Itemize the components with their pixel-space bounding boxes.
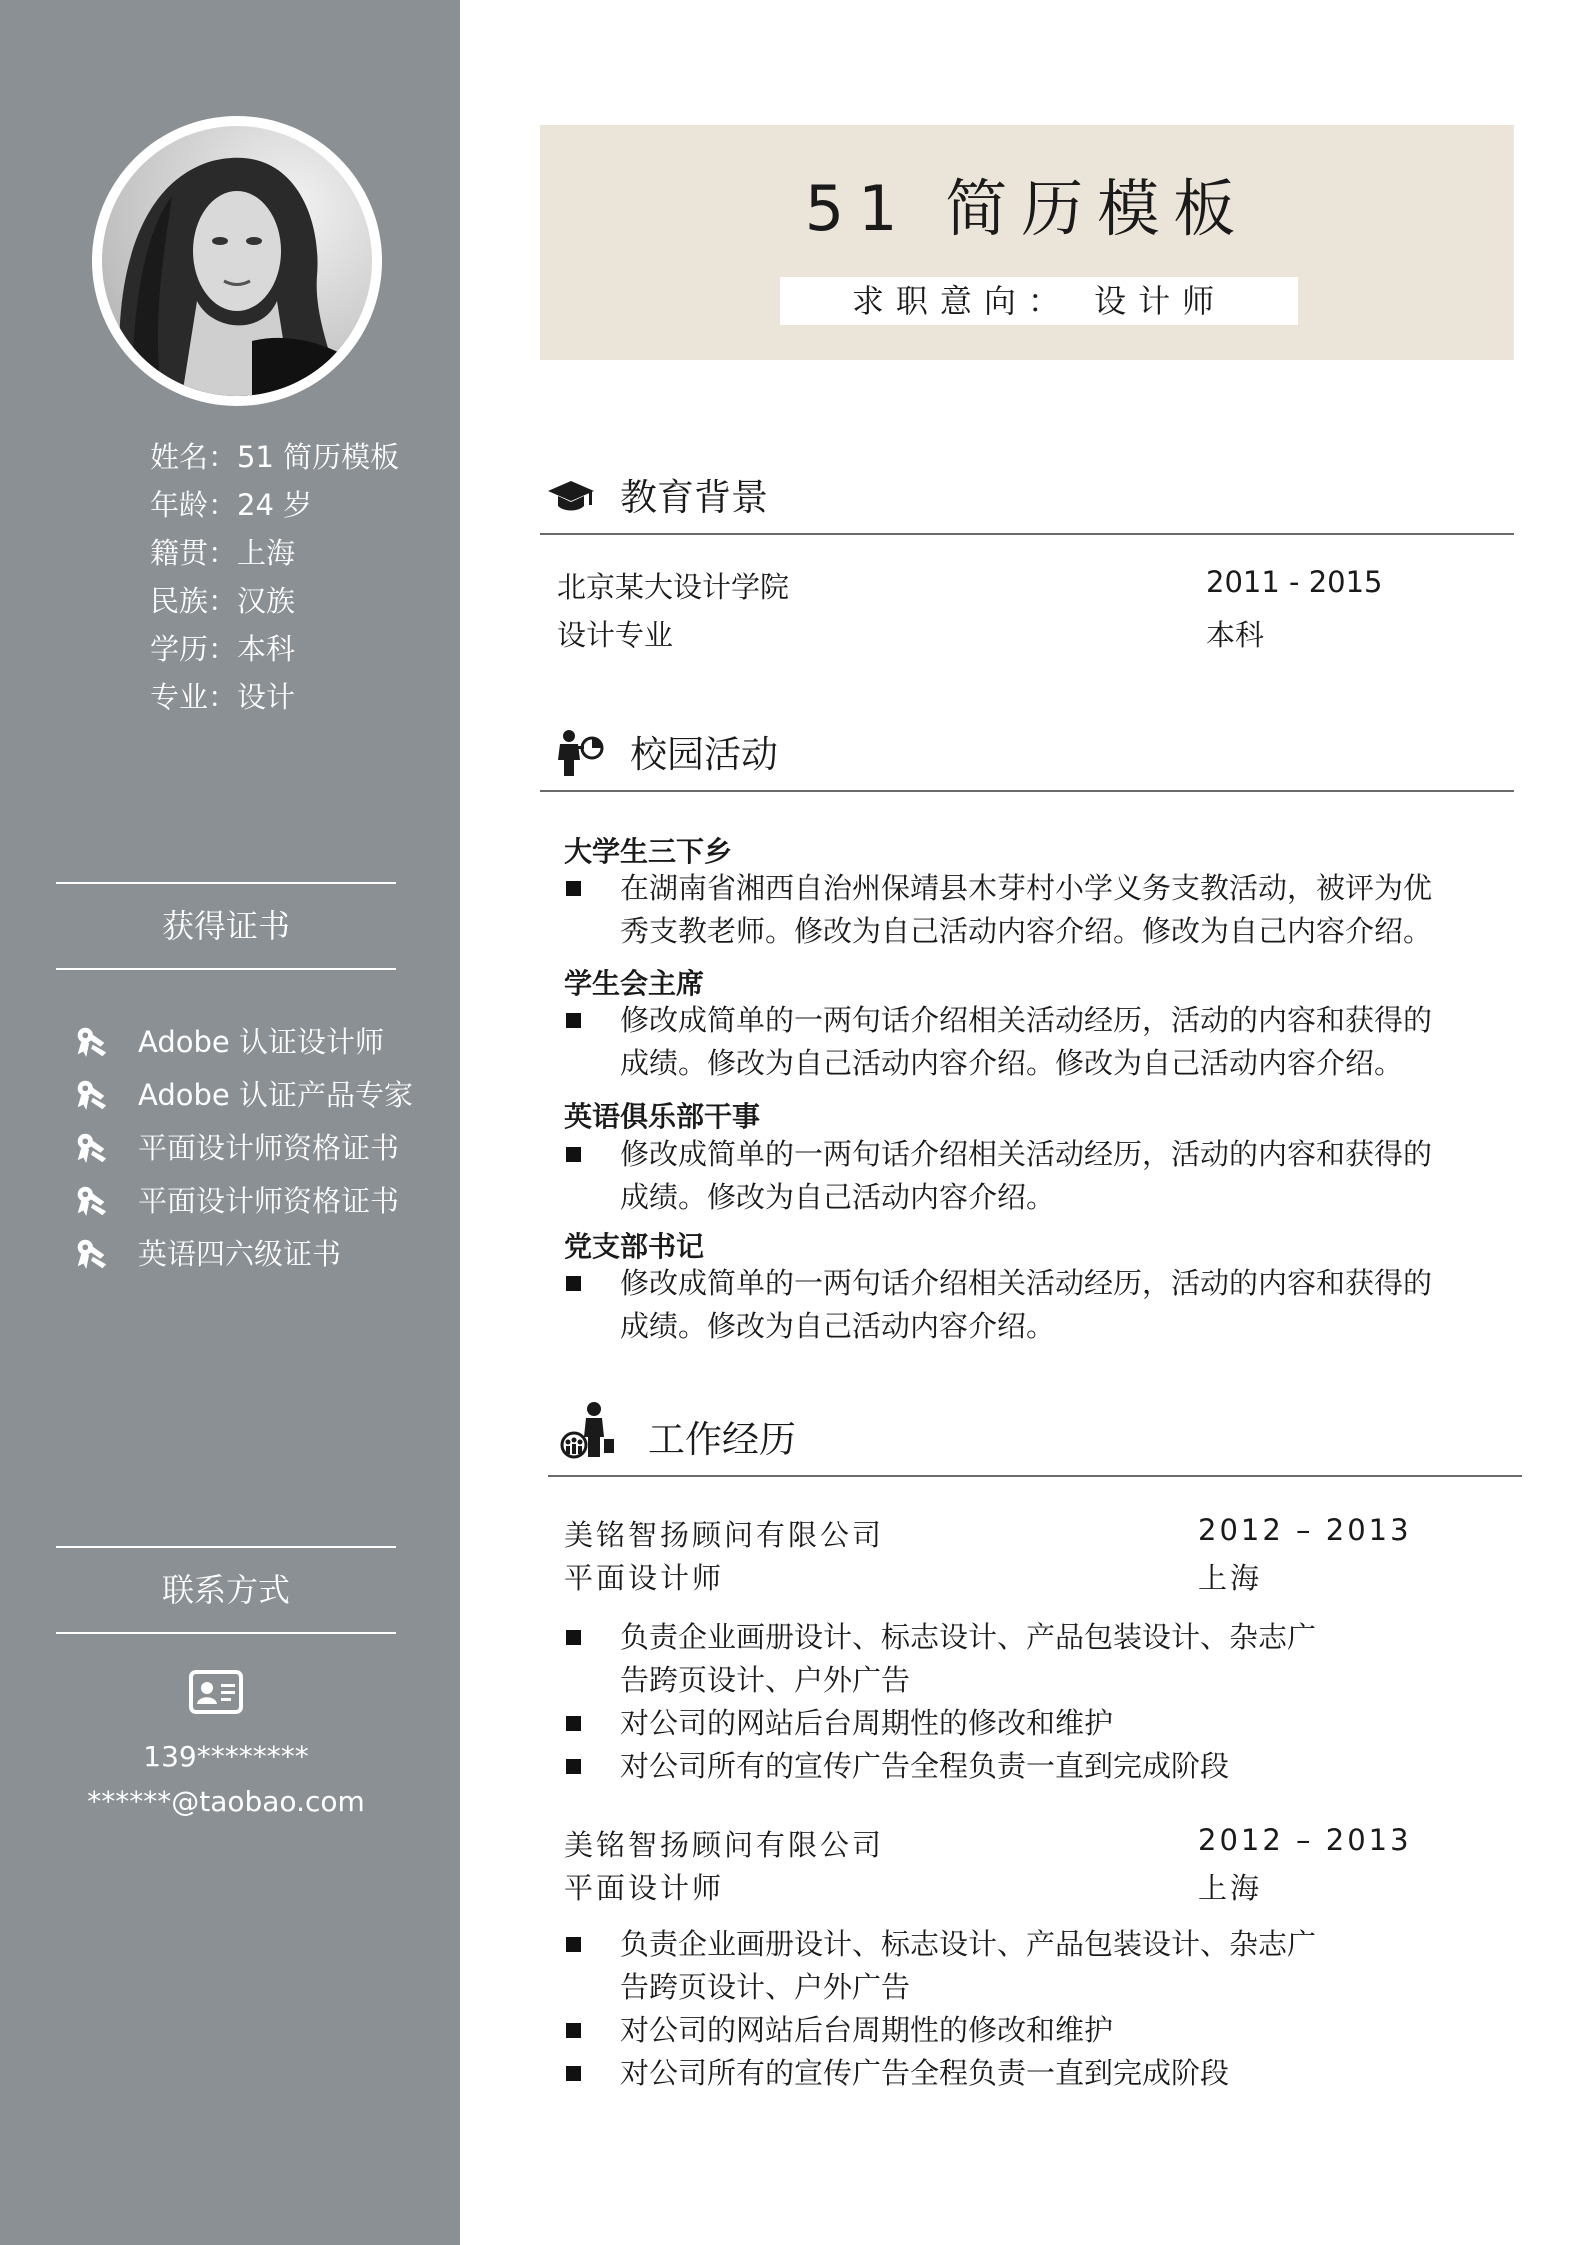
job-duty: 对公司所有的宣传广告全程负责一直到完成阶段 bbox=[620, 2056, 1230, 2090]
info-hometown: 籍贯：上海 bbox=[150, 536, 296, 570]
job-duty: 对公司的网站后台周期性的修改和维护 bbox=[620, 1706, 1114, 1740]
activity-description: 成绩。修改为自己活动内容介绍。修改为自己活动内容介绍。 bbox=[620, 1046, 1404, 1080]
school-name: 北京某大设计学院 bbox=[557, 570, 790, 604]
activity-description: 修改成简单的一两句话介绍相关活动经历，活动的内容和获得的 bbox=[620, 1003, 1433, 1037]
list-item: 英语四六级证书 bbox=[72, 1226, 413, 1279]
activity-description: 成绩。修改为自己活动内容介绍。 bbox=[620, 1309, 1056, 1343]
company-name: 美铭智扬顾问有限公司 bbox=[564, 1518, 885, 1552]
bullet-marker bbox=[566, 2023, 581, 2038]
info-age: 年龄：24 岁 bbox=[150, 488, 313, 522]
bullet-marker bbox=[566, 1013, 581, 1028]
bullet-marker bbox=[566, 1147, 581, 1162]
activity-title: 英语俱乐部干事 bbox=[564, 1100, 761, 1133]
sidebar bbox=[0, 0, 460, 2245]
award-icon bbox=[72, 1234, 110, 1272]
bullet-marker bbox=[566, 1937, 581, 1952]
bullet-marker bbox=[566, 1716, 581, 1731]
job-duty: 负责企业画册设计、标志设计、产品包装设计、杂志广 bbox=[620, 1927, 1317, 1961]
job-duty: 对公司所有的宣传广告全程负责一直到完成阶段 bbox=[620, 1749, 1230, 1783]
activity-description: 秀支教老师。修改为自己活动内容介绍。修改为自己内容介绍。 bbox=[620, 914, 1433, 948]
info-ethnicity: 民族：汉族 bbox=[150, 584, 296, 618]
job-position: 平面设计师 bbox=[564, 1561, 725, 1595]
job-duty: 告跨页设计、户外广告 bbox=[620, 1663, 911, 1697]
award-icon bbox=[72, 1181, 110, 1219]
award-icon bbox=[72, 1022, 110, 1060]
education-heading: 教育背景 bbox=[620, 476, 768, 519]
job-duty: 对公司的网站后台周期性的修改和维护 bbox=[620, 2013, 1114, 2047]
personal-info bbox=[150, 433, 399, 721]
bullet-marker bbox=[566, 1759, 581, 1774]
info-education: 学历：本科 bbox=[150, 632, 296, 666]
degree: 本科 bbox=[1206, 618, 1265, 652]
contact-card-icon bbox=[188, 1669, 244, 1715]
award-icon bbox=[72, 1128, 110, 1166]
business-team-icon bbox=[558, 1401, 616, 1459]
contact-phone: 139******** bbox=[143, 1740, 309, 1773]
education-section-header bbox=[540, 453, 1514, 535]
company-name: 美铭智扬顾问有限公司 bbox=[564, 1828, 885, 1862]
page-title: 51 简历模板 bbox=[804, 172, 1250, 245]
certificates-heading: 获得证书 bbox=[56, 882, 396, 970]
work-section-header bbox=[548, 1395, 1522, 1477]
title-banner bbox=[540, 125, 1514, 360]
info-name: 姓名：51 简历模板 bbox=[150, 440, 400, 474]
bullet-marker bbox=[566, 1630, 581, 1645]
avatar-photo bbox=[102, 126, 372, 396]
activity-description: 修改成简单的一两句话介绍相关活动经历，活动的内容和获得的 bbox=[620, 1266, 1433, 1300]
bullet-marker bbox=[566, 2066, 581, 2081]
bullet-marker bbox=[566, 1276, 581, 1291]
activity-description: 成绩。修改为自己活动内容介绍。 bbox=[620, 1180, 1056, 1214]
list-item: 平面设计师资格证书 bbox=[72, 1120, 413, 1173]
presentation-person-icon bbox=[554, 728, 604, 778]
activity-description: 修改成简单的一两句话介绍相关活动经历，活动的内容和获得的 bbox=[620, 1137, 1433, 1171]
job-city: 上海 bbox=[1198, 1871, 1263, 1905]
work-heading: 工作经历 bbox=[648, 1418, 796, 1461]
list-item: 平面设计师资格证书 bbox=[72, 1173, 413, 1226]
activities-heading: 校园活动 bbox=[630, 733, 778, 776]
job-duty: 负责企业画册设计、标志设计、产品包装设计、杂志广 bbox=[620, 1620, 1317, 1654]
activity-title: 大学生三下乡 bbox=[564, 835, 733, 868]
contact-email: ******@taobao.com bbox=[87, 1785, 365, 1818]
activity-title: 党支部书记 bbox=[564, 1230, 705, 1263]
activity-description: 在湖南省湘西自治州保靖县木芽村小学义务支教活动，被评为优 bbox=[620, 871, 1433, 905]
info-major: 专业：设计 bbox=[150, 680, 296, 714]
graduation-cap-icon bbox=[546, 471, 596, 521]
list-item: Adobe 认证设计师 bbox=[72, 1014, 413, 1067]
job-years: 2012 – 2013 bbox=[1198, 1823, 1412, 1857]
avatar-frame bbox=[92, 116, 382, 406]
award-icon bbox=[72, 1075, 110, 1113]
activities-section-header bbox=[540, 710, 1514, 792]
avatar bbox=[102, 126, 372, 396]
bullet-marker bbox=[566, 881, 581, 896]
activity-title: 学生会主席 bbox=[564, 967, 705, 1000]
job-duty: 告跨页设计、户外广告 bbox=[620, 1970, 911, 2004]
school-years: 2011 - 2015 bbox=[1206, 565, 1383, 599]
certificate-list bbox=[72, 1014, 413, 1279]
job-position: 平面设计师 bbox=[564, 1871, 725, 1905]
job-years: 2012 – 2013 bbox=[1198, 1513, 1412, 1547]
list-item: Adobe 认证产品专家 bbox=[72, 1067, 413, 1120]
contact-heading: 联系方式 bbox=[56, 1546, 396, 1634]
major: 设计专业 bbox=[557, 618, 674, 652]
job-intent: 求职意向： 设计师 bbox=[780, 277, 1298, 325]
job-city: 上海 bbox=[1198, 1561, 1263, 1595]
